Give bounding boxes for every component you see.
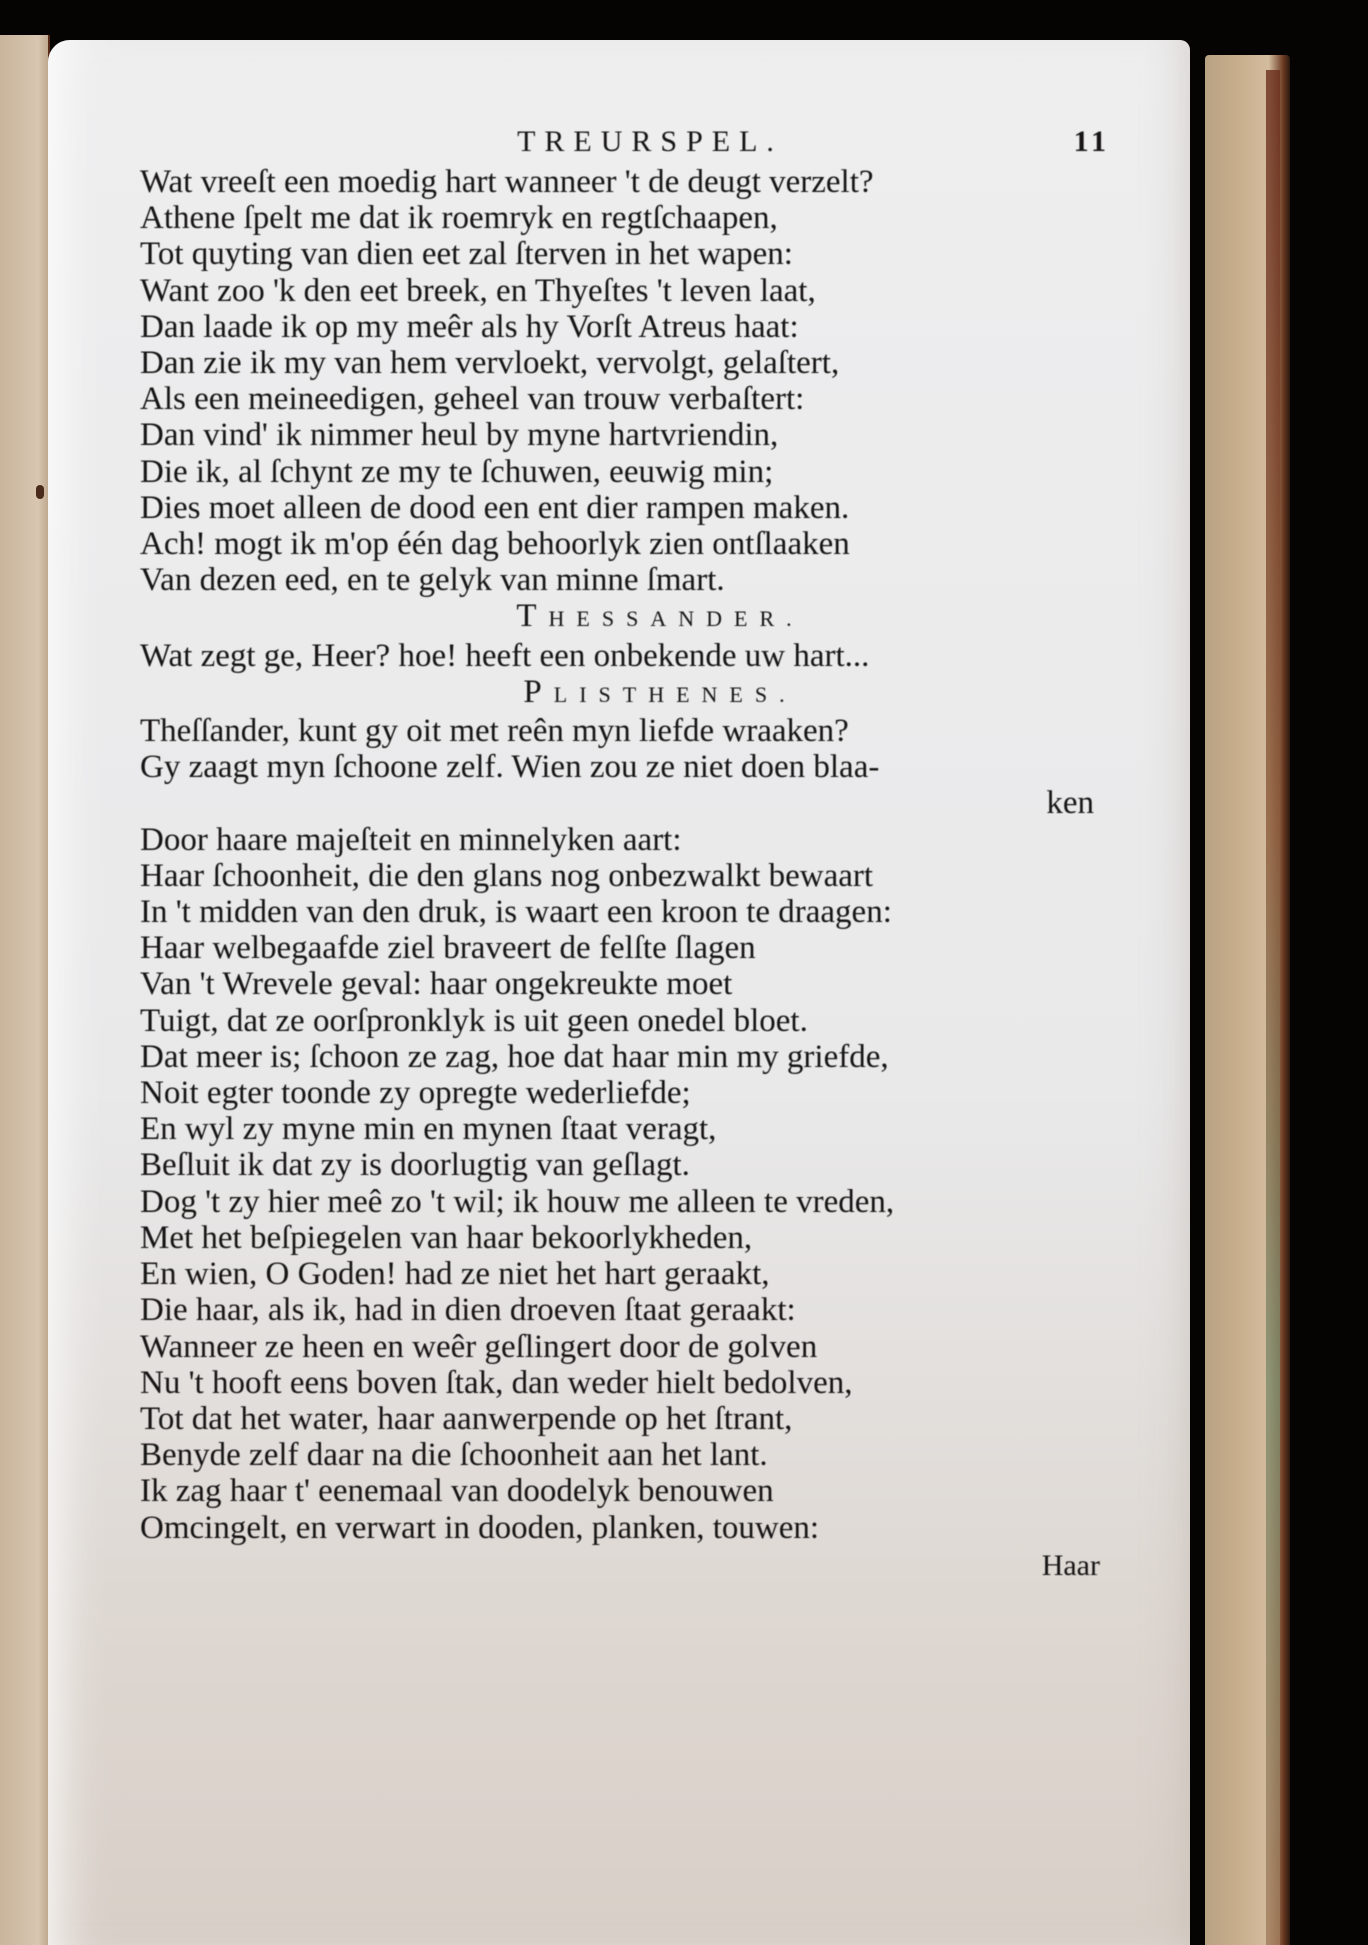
running-title: TREURSPEL.	[517, 125, 783, 158]
catchword: Haar	[1041, 1548, 1100, 1582]
page-number: 11	[1073, 125, 1110, 158]
page-text	[140, 125, 1110, 1584]
verse-line: Wanneer ze heen en weêr geſlingert door de golven	[140, 1328, 818, 1365]
verse-line: Gy zaagt myn ſchoone zelf. Wien zou ze niet doen blaa-	[140, 749, 880, 786]
verse-line: Ach! mogt ik m'op één dag behoorlyk zien ontſlaaken	[140, 526, 850, 563]
verse-line: In 't midden van den druk, is waart een kroon te draagen:	[140, 894, 892, 931]
verse-line: En wien, O Goden! had ze niet het hart geraakt,	[140, 1256, 770, 1293]
verse-line: Dog 't zy hier meê zo 't wil; ik houw me alleen te vreden,	[140, 1183, 895, 1220]
verse-line: Tot quyting van dien eet zal ſterven in het wapen:	[140, 236, 793, 273]
speaker-heading: THESSANDER.	[516, 598, 804, 635]
verse-line: Als een meineedigen, geheel van trouw verbaſtert:	[140, 381, 805, 418]
running-head	[140, 124, 1110, 164]
verse-line: Benyde zelf daar na die ſchoonheit aan het lant.	[140, 1437, 768, 1474]
verse-line: Wat zegt ge, Heer? hoe! heeft een onbekende uw hart...	[140, 637, 870, 674]
facing-left-page-edge	[0, 35, 50, 1945]
verse-line: Theſſander, kunt gy oit met reên myn liefde wraaken?	[140, 713, 849, 750]
verse-line: Tot dat het water, haar aanwerpende op het ſtrant,	[140, 1400, 793, 1437]
verse-line: Tuigt, dat ze oorſpronklyk is uit geen onedel bloet.	[140, 1002, 808, 1039]
verse-line: Athene ſpelt me dat ik roemryk en regtſchaapen,	[140, 200, 778, 237]
speaker-heading: PLISTHENES.	[523, 673, 797, 710]
verse-line: Dan laade ik op my meêr als hy Vorſt Atreus haat:	[140, 308, 799, 345]
verse-line: Ik zag haar t' eenemaal van doodelyk benouwen	[140, 1473, 774, 1510]
verse-line: Door haare majeſteit en minnelyken aart:	[140, 821, 682, 858]
verse-line: Die haar, als ik, had in dien droeven ſtaat geraakt:	[140, 1292, 796, 1329]
verse-line: Beſluit ik dat zy is doorlugtig van geſlagt.	[140, 1147, 690, 1184]
verse-line: Omcingelt, en verwart in dooden, planken, touwen:	[140, 1509, 820, 1546]
verse-line: Dan vind' ik nimmer heul by myne hartvriendin,	[140, 417, 779, 454]
binding-mark	[36, 485, 44, 499]
verse-line: Wat vreeſt een moedig hart wanneer 't de deugt verzelt?	[140, 164, 874, 200]
turnover-line: ken	[1046, 785, 1094, 822]
verse-line: Noit egter toonde zy opregte wederliefde;	[140, 1075, 691, 1112]
book-cover-edge	[1266, 70, 1280, 1945]
verse-line: Want zoo 'k den eet breek, en Thyeſtes 't leven laat,	[140, 272, 816, 309]
verse-line: Dies moet alleen de dood een ent dier rampen maken.	[140, 489, 850, 526]
verse-line: Haar ſchoonheit, die den glans nog onbezwalkt bewaart	[140, 857, 874, 894]
verse-line: Van 't Wrevele geval: haar ongekreukte moet	[140, 966, 733, 1003]
verse-line: Met het beſpiegelen van haar bekoorlykheden,	[140, 1219, 753, 1256]
verse-line: Haar welbegaafde ziel braveert de felſte ſlagen	[140, 930, 756, 967]
verse-line: Dan zie ik my van hem vervloekt, vervolgt, gelaſtert,	[140, 345, 840, 382]
verse-line: En wyl zy myne min en mynen ſtaat veragt,	[140, 1111, 717, 1148]
verse-line: Die ik, al ſchynt ze my te ſchuwen, eeuwig min;	[140, 453, 774, 490]
verse-line: Van dezen eed, en te gelyk van minne ſmart.	[140, 562, 725, 599]
verse-line: Nu 't hooft eens boven ſtak, dan weder hielt bedolven,	[140, 1364, 853, 1401]
verse-line: Dat meer is; ſchoon ze zag, hoe dat haar min my griefde,	[140, 1038, 889, 1075]
